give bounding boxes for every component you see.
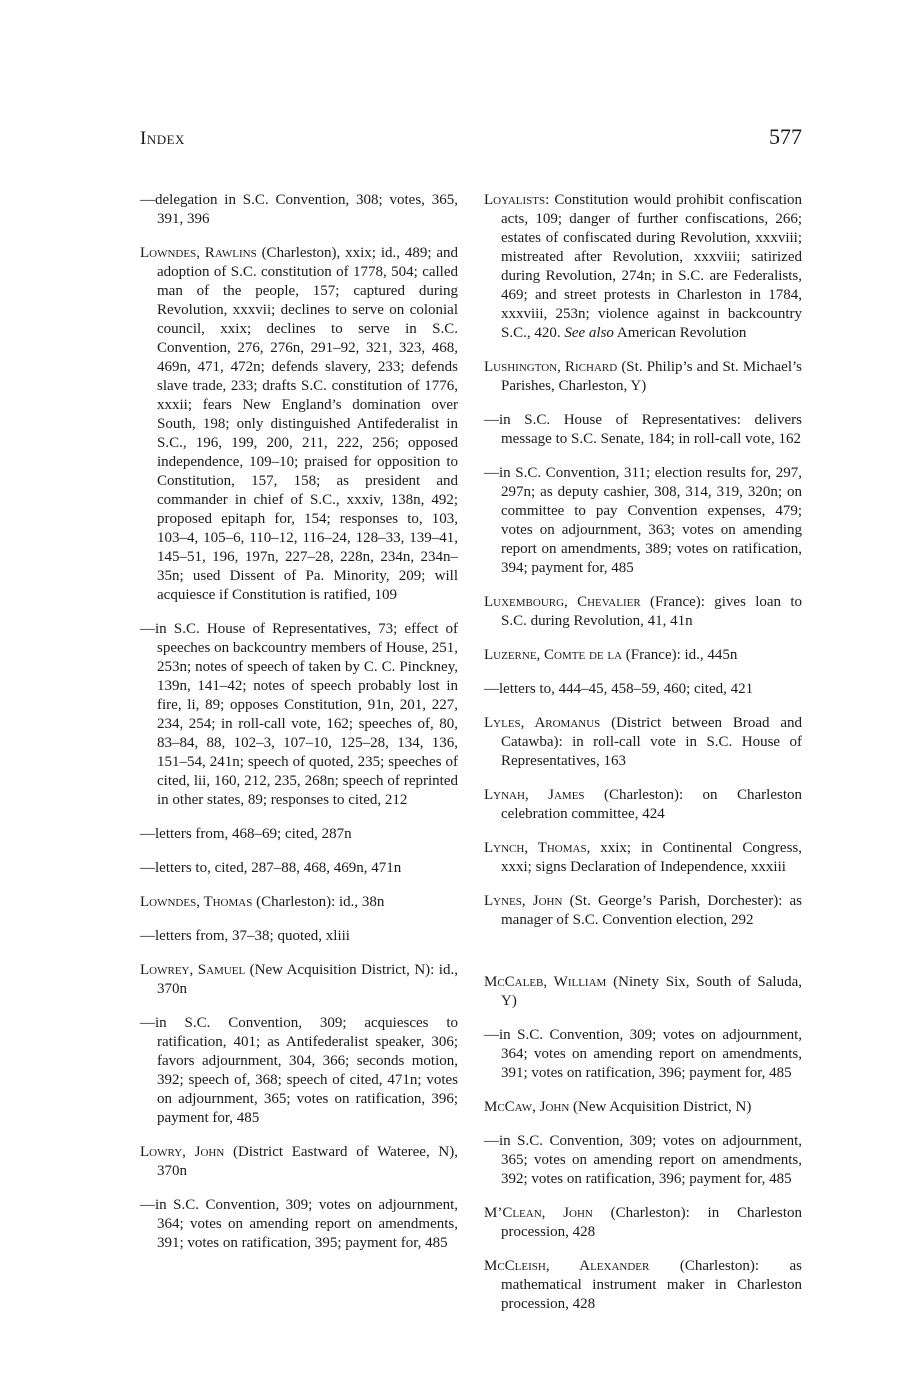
entry-text: —in S.C. Convention, 311; election results for, 297, 297n; as deputy cashier, 308, 314, 319, 320n; on committee to pay Convention expenses, 479; votes on adjournment, 363; votes on amending report on amendments, 389; votes on ratification, 394; payment for, 485 [484, 465, 802, 576]
entry-text: —in S.C. House of Representatives, 73; effect of speeches on backcountry members of House, 251, 253n; notes of speech of taken by C. C. Pinckney, 139n, 141–42; notes of speech probably lost in fire, li, 89; opposes Constitution, 91n, 201, 227, 234, 254; in roll-call vote, 162; speeches of, 80, 83–84, 88, 102–3, 107–10, 125–28, 134, 136, 151–54, 241n; speech of quoted, 235; speeches of cited, lii, 160, 212, 235, 268n; speech of reprinted in other states, 89; responses to cited, 212 [140, 621, 458, 808]
index-entry [484, 646, 802, 665]
entry-text: , xxix; in Continental Congress, xxxi; signs Declaration of Independence, xxxiii [501, 840, 803, 875]
index-entry [140, 1143, 458, 1181]
index-entry [484, 358, 802, 396]
entry-heading: Lowndes, Thomas [140, 894, 253, 910]
entry-heading: Lynes, John [484, 893, 563, 909]
entry-text: (New Acquisition District, N): id., 370n [157, 962, 458, 997]
index-entry [140, 961, 458, 999]
index-subentry [484, 464, 802, 578]
index-entry [484, 1098, 802, 1117]
entry-text: (Charleston): on Charleston celebration committee, 424 [501, 787, 802, 822]
index-subentry [484, 1026, 802, 1083]
entry-text: —in S.C. Convention, 309; acquiesces to ratification, 401; as Antifederalist speaker, 306; favors adjournment, 304, 366; seconds motion, 392; speech of, 368; speech of cited, 471n; votes on adjournment, 365; votes on ratification, 396; payment for, 485 [140, 1015, 458, 1126]
index-subentry [484, 1132, 802, 1189]
entry-text: (Charleston), xxix; id., 489; and adoption of S.C. constitution of 1778, 504; called man of the people, 157; captured during Revolution, xxxvii; declines to serve on colonial council, xxix; declines to serve in S.C. Convention, 276, 276n, 291–92, 321, 323, 468, 469n, 471, 472n; defends slavery, 233; defends slave trade, 233; drafts S.C. constitution of 1776, xxxii; fears New England’s domination over South, 198; only distinguished Antifederalist in S.C., 196, 199, 200, 211, 222, 256; opposed independence, 109–10; praised for opposition to Constitution, 157, 158; as president and commander in chief of S.C., xxxiv, 138n, 492; proposed epitaph for, 154; responses to, 103, 103–4, 105–6, 110–12, 116–24, 128–33, 139–41, 145–51, 196, 197n, 227–28, 228n, 234n, 234n–35n; used Dissent of Pa. Minority, 209; will acquiesce if Constitution is ratified, 109 [157, 245, 459, 603]
see-also-reference: See also [564, 325, 614, 341]
entry-heading: M’Clean, John [484, 1205, 593, 1221]
entry-heading: Lynah, James [484, 787, 585, 803]
running-head-title: Index [140, 128, 185, 149]
entry-text: (France): gives loan to S.C. during Revolution, 41, 41n [501, 594, 802, 629]
entry-heading: Lynch, Thomas [484, 840, 587, 856]
index-entry [484, 191, 802, 343]
index-subentry [140, 927, 458, 946]
index-column-right [484, 176, 802, 1317]
index-entry [484, 973, 802, 1011]
entry-text: (St. George’s Parish, Dorchester): as manager of S.C. Convention election, 292 [501, 893, 802, 928]
entry-heading: Lowry, John [140, 1144, 225, 1160]
index-subentry [140, 859, 458, 878]
entry-heading: Loyalists [484, 192, 546, 208]
index-subentry [484, 680, 802, 699]
entry-text: —in S.C. Convention, 309; votes on adjournment, 364; votes on amending report on amendments, 391; votes on ratification, 396; payment for, 485 [484, 1027, 802, 1081]
entry-text: American Revolution [613, 325, 747, 341]
entry-text: (District between Broad and Catawba): in roll-call vote in S.C. House of Representatives, 163 [501, 715, 802, 769]
entry-text: (Charleston): id., 38n [252, 894, 385, 910]
entry-text: —in S.C. House of Representatives: delivers message to S.C. Senate, 184; in roll-call vote, 162 [484, 412, 802, 447]
entry-text: —letters from, 468–69; cited, 287n [140, 826, 352, 842]
index-entry [140, 244, 458, 605]
entry-text: —letters to, cited, 287–88, 468, 469n, 471n [140, 860, 402, 876]
letter-section-gap [484, 933, 802, 958]
entry-text: (France): id., 445n [622, 647, 738, 663]
index-subentry [484, 411, 802, 449]
index-subentry [140, 1014, 458, 1128]
entry-text: (St. Philip’s and St. Michael’s Parishes, Charleston, Y) [501, 359, 802, 394]
index-entry [484, 839, 802, 877]
index-subentry [140, 825, 458, 844]
entry-text: (District Eastward of Wateree, N), 370n [157, 1144, 458, 1179]
entry-text: —letters to, 444–45, 458–59, 460; cited, 421 [484, 681, 754, 697]
index-subentry [140, 620, 458, 810]
entry-heading: McCaw, John [484, 1099, 570, 1115]
index-subentry [140, 1196, 458, 1253]
index-column-left [140, 176, 458, 1256]
entry-text: (New Acquisition District, N) [569, 1099, 752, 1115]
running-header [140, 124, 802, 158]
index-entry [484, 786, 802, 824]
entry-text: —in S.C. Convention, 309; votes on adjournment, 365; votes on amending report on amendments, 392; votes on ratification, 396; payment for, 485 [484, 1133, 802, 1187]
entry-text: (Ninety Six, South of Saluda, Y) [501, 974, 802, 1009]
entry-heading: Lowndes, Rawlins [140, 245, 257, 261]
index-entry [484, 1204, 802, 1242]
index-entry [484, 714, 802, 771]
index-entry [484, 593, 802, 631]
entry-text: : Constitution would prohibit confiscation acts, 109; danger of further confiscations, 266; estates of confiscated during Revolution, xxxviii; mistreated after Revolution, xxxviii; satirized during Revolution, 274n; in S.C. are Federalists, 469; and street protests in Charleston in 1784, xxxviii, 253n; violence against in backcountry S.C., 420. [501, 192, 802, 341]
entry-text: —delegation in S.C. Convention, 308; votes, 365, 391, 396 [140, 192, 458, 227]
entry-text: —in S.C. Convention, 309; votes on adjournment, 364; votes on amending report on amendments, 391; votes on ratification, 395; payment for, 485 [140, 1197, 458, 1251]
entry-heading: McCaleb, William [484, 974, 607, 990]
index-entry [140, 893, 458, 912]
entry-heading: Luxembourg, Chevalier [484, 594, 641, 610]
entry-text: (Charleston): in Charleston procession, 428 [501, 1205, 802, 1240]
entry-heading: McCleish, Alexander [484, 1258, 650, 1274]
page-number: 577 [769, 124, 802, 149]
index-entry [484, 1257, 802, 1314]
entry-heading: Lowrey, Samuel [140, 962, 246, 978]
entry-heading: Lyles, Aromanus [484, 715, 601, 731]
entry-heading: Lushington, Richard [484, 359, 618, 375]
entry-heading: Luzerne, Comte de la [484, 647, 623, 663]
entry-text: —letters from, 37–38; quoted, xliii [140, 928, 350, 944]
index-entry [140, 191, 458, 229]
entry-text: (Charleston): as mathematical instrument maker in Charleston procession, 428 [501, 1258, 803, 1312]
index-entry [484, 892, 802, 930]
